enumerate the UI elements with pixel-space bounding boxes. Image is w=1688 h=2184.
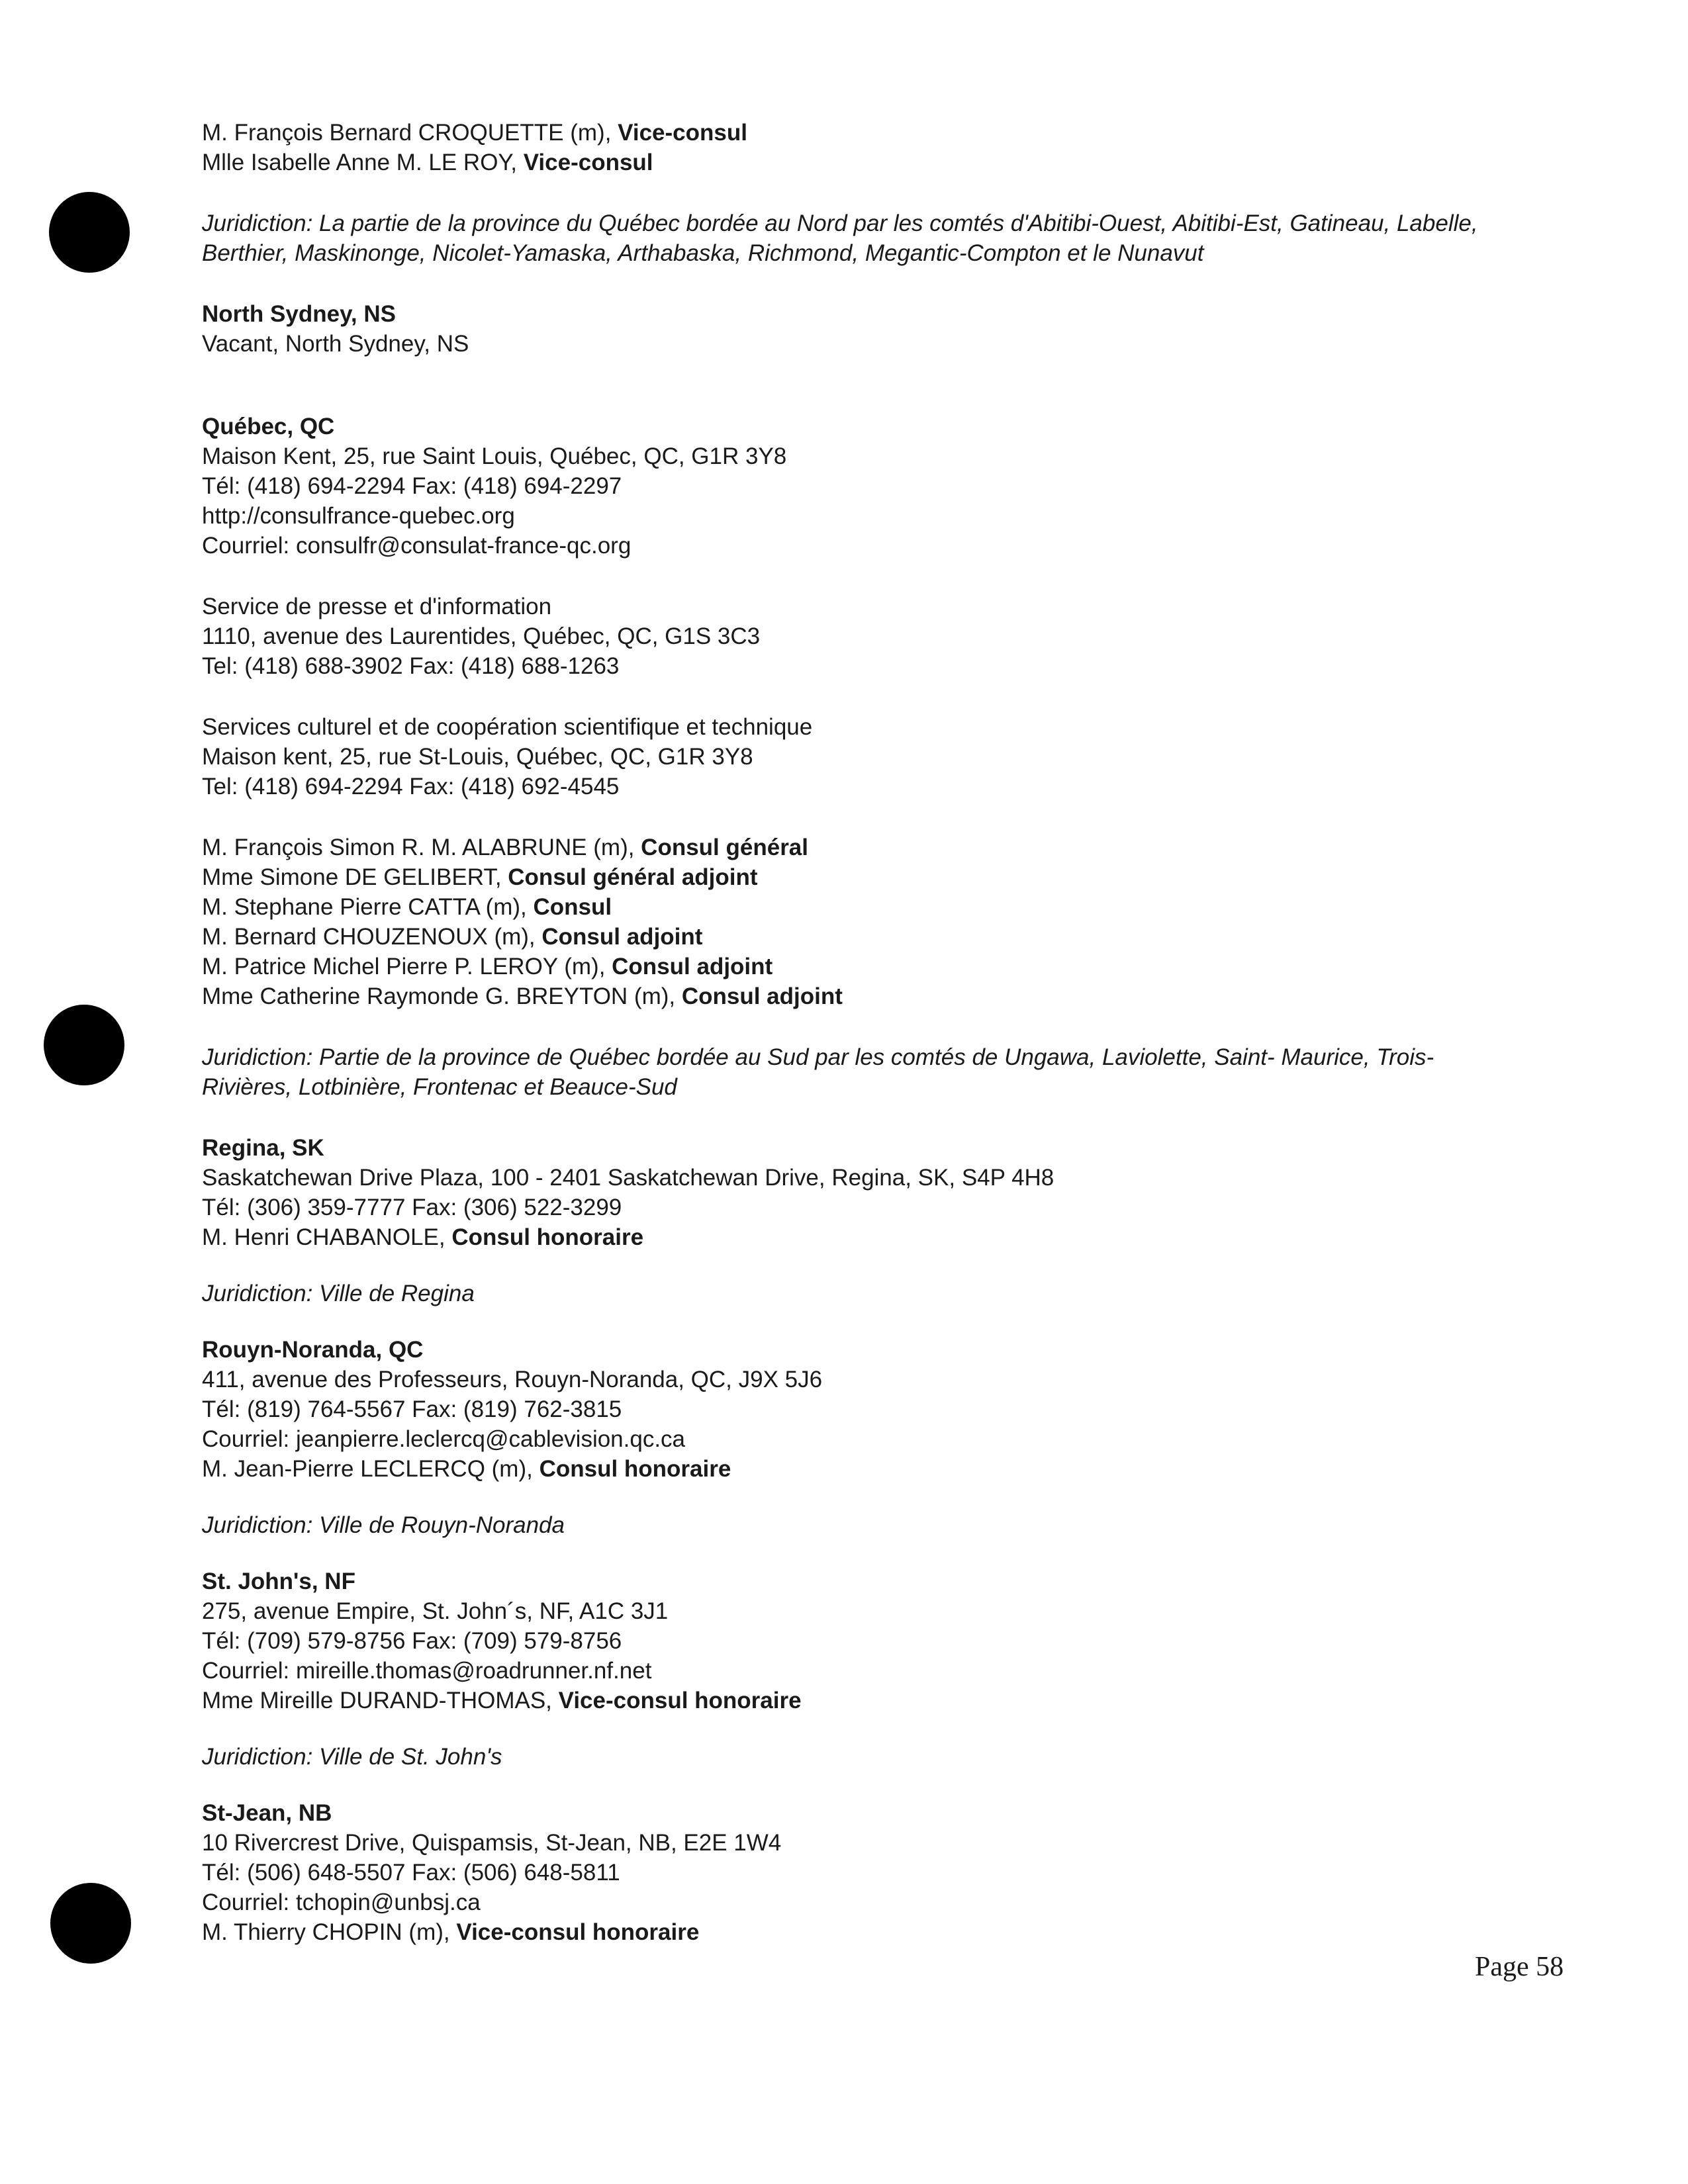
stjean-consul: M. Thierry CHOPIN (m), Vice-consul honoraire	[202, 1919, 700, 1945]
punch-hole-bottom	[50, 1883, 131, 1964]
quebec-email: Courriel: consulfr@consulat-france-qc.org	[202, 533, 632, 559]
stjohns-jurisdiction: Juridiction: Ville de St. John's	[202, 1744, 502, 1770]
punch-hole-middle	[44, 1005, 124, 1085]
quebec-phone: Tél: (418) 694-2294 Fax: (418) 694-2297	[202, 473, 622, 499]
quebec-jurisdiction: Juridiction: Partie de la province de Québec bordée au Sud par les comtés de Ungawa, Laviolette, Saint- Maurice, Trois-Rivières, Lotbinière, Frontenac et Beauce-Sud	[202, 1044, 1434, 1100]
stjohns-address: 275, avenue Empire, St. John´s, NF, A1C 3J1	[202, 1598, 669, 1624]
quebec-staff-5: M. Patrice Michel Pierre P. LEROY (m), Consul adjoint	[202, 954, 773, 979]
north-sydney-status: Vacant, North Sydney, NS	[202, 331, 469, 357]
quebec-cultural-address: Maison kent, 25, rue St-Louis, Québec, QC, G1R 3Y8	[202, 744, 753, 770]
regina-phone: Tél: (306) 359-7777 Fax: (306) 522-3299	[202, 1195, 622, 1220]
staff-leroy-isabelle: Mlle Isabelle Anne M. LE ROY, Vice-consul	[202, 150, 653, 175]
stjohns-heading: St. John's, NF	[202, 1569, 355, 1594]
stjohns-consul: Mme Mireille DURAND-THOMAS, Vice-consul honoraire	[202, 1688, 802, 1713]
quebec-cultural-title: Services culturel et de coopération scientifique et technique	[202, 714, 813, 740]
quebec-address: Maison Kent, 25, rue Saint Louis, Québec, QC, G1R 3Y8	[202, 443, 787, 469]
punch-hole-top	[49, 192, 130, 273]
rouyn-address: 411, avenue des Professeurs, Rouyn-Noranda, QC, J9X 5J6	[202, 1367, 823, 1392]
rouyn-consul: M. Jean-Pierre LECLERCQ (m), Consul honoraire	[202, 1456, 731, 1482]
document-body	[202, 118, 1526, 1947]
regina-address: Saskatchewan Drive Plaza, 100 - 2401 Saskatchewan Drive, Regina, SK, S4P 4H8	[202, 1165, 1055, 1191]
regina-jurisdiction: Juridiction: Ville de Regina	[202, 1281, 475, 1306]
stjean-email: Courriel: tchopin@unbsj.ca	[202, 1889, 481, 1915]
quebec-website: http://consulfrance-quebec.org	[202, 503, 515, 529]
quebec-press-phone: Tel: (418) 688-3902 Fax: (418) 688-1263	[202, 653, 620, 679]
quebec-staff-4: M. Bernard CHOUZENOUX (m), Consul adjoint	[202, 924, 703, 950]
rouyn-heading: Rouyn-Noranda, QC	[202, 1337, 424, 1363]
montreal-jurisdiction: Juridiction: La partie de la province du Québec bordée au Nord par les comtés d'Abitibi-Ouest, Abitibi-Est, Gatineau, Labelle, Berthier, Maskinonge, Nicolet-Yamaska, Arthabaska, Richmond, Megantic-Compton et le Nunavut	[202, 210, 1478, 266]
stjean-phone: Tél: (506) 648-5507 Fax: (506) 648-5811	[202, 1860, 620, 1886]
staff-croquette: M. François Bernard CROQUETTE (m), Vice-consul	[202, 120, 747, 146]
quebec-staff-1: M. François Simon R. M. ALABRUNE (m), Consul général	[202, 835, 808, 860]
north-sydney-heading: North Sydney, NS	[202, 301, 397, 327]
stjean-heading: St-Jean, NB	[202, 1800, 332, 1826]
stjohns-phone: Tél: (709) 579-8756 Fax: (709) 579-8756	[202, 1628, 622, 1654]
rouyn-email: Courriel: jeanpierre.leclercq@cablevision.qc.ca	[202, 1426, 686, 1452]
stjean-address: 10 Rivercrest Drive, Quispamsis, St-Jean, NB, E2E 1W4	[202, 1830, 782, 1856]
rouyn-phone: Tél: (819) 764-5567 Fax: (819) 762-3815	[202, 1396, 622, 1422]
quebec-staff-6: Mme Catherine Raymonde G. BREYTON (m), Consul adjoint	[202, 983, 843, 1009]
quebec-cultural-phone: Tel: (418) 694-2294 Fax: (418) 692-4545	[202, 774, 620, 799]
page-number: Page 58	[1475, 1952, 1564, 1982]
quebec-staff-3: M. Stephane Pierre CATTA (m), Consul	[202, 894, 612, 920]
quebec-press-title: Service de presse et d'information	[202, 594, 552, 619]
regina-consul: M. Henri CHABANOLE, Consul honoraire	[202, 1224, 644, 1250]
regina-heading: Regina, SK	[202, 1135, 324, 1161]
stjohns-email: Courriel: mireille.thomas@roadrunner.nf.net	[202, 1658, 652, 1684]
quebec-press-address: 1110, avenue des Laurentides, Québec, QC, G1S 3C3	[202, 623, 761, 649]
quebec-staff-2: Mme Simone DE GELIBERT, Consul général adjoint	[202, 864, 758, 890]
rouyn-jurisdiction: Juridiction: Ville de Rouyn-Noranda	[202, 1512, 565, 1538]
quebec-heading: Québec, QC	[202, 414, 335, 439]
